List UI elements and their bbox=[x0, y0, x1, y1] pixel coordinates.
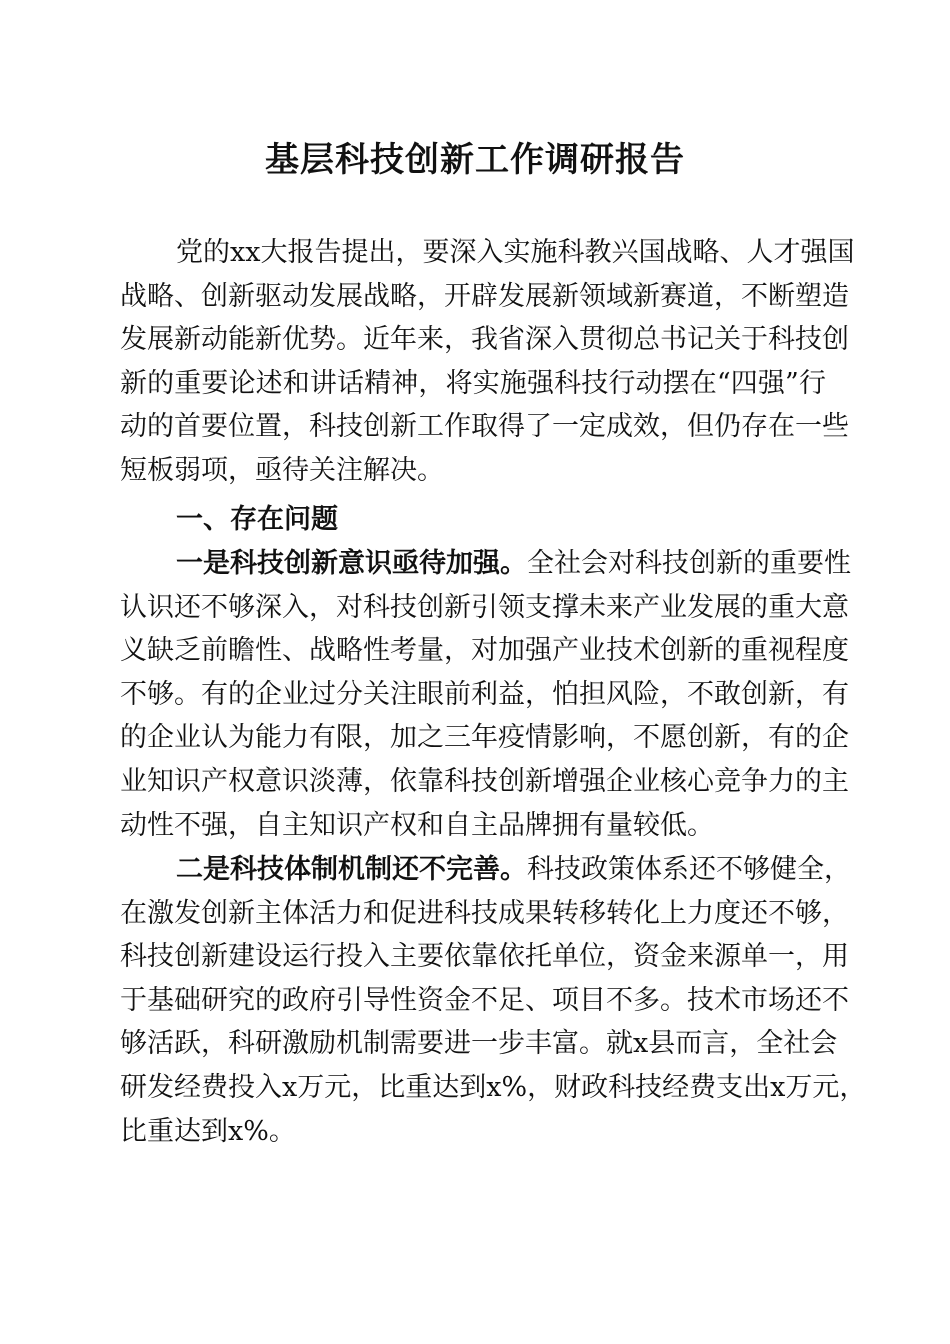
text-line: 动的首要位置，科技创新工作取得了一定成效，但仍存在一些 bbox=[120, 411, 849, 443]
text-line: 党的xx大报告提出，要深入实施科教兴国战略、人才强国 bbox=[176, 237, 855, 268]
text-line: 义缺乏前瞻性、战略性考量，对加强产业技术创新的重视程度 bbox=[120, 635, 849, 667]
section-heading: 一、存在问题 bbox=[176, 504, 338, 535]
document-title: 基层科技创新工作调研报告 bbox=[265, 140, 685, 180]
text-line: 不够。有的企业过分关注眼前利益，怕担风险，不敢创新，有 bbox=[120, 678, 849, 710]
text-line bbox=[120, 542, 851, 586]
text-line: 在激发创新主体活力和促进科技成果转移转化上力度还不够， bbox=[120, 897, 849, 929]
point2-paragraph bbox=[120, 848, 867, 1153]
text-line: 够活跃，科研激励机制需要进一步丰富。就x县而言，全社会 bbox=[120, 1028, 838, 1060]
intro-paragraph bbox=[120, 231, 855, 493]
text-line: 认识还不够深入，对科技创新引领支撑未来产业发展的重大意 bbox=[120, 591, 849, 623]
text-line: 动性不强，自主知识产权和自主品牌拥有量较低。 bbox=[120, 809, 714, 841]
text-line: 发展新动能新优势。近年来，我省深入贯彻总书记关于科技创 bbox=[120, 324, 849, 356]
text-line: 科技创新建设运行投入主要依靠依托单位，资金来源单一，用 bbox=[120, 941, 849, 973]
text-line: 新的重要论述和讲话精神，将实施强科技行动摆在“四强”行 bbox=[120, 367, 826, 399]
point-text: 全社会对科技创新的重要性 bbox=[527, 548, 851, 579]
point-lead: 二是科技体制机制还不完善。 bbox=[176, 854, 527, 885]
point1-paragraph bbox=[120, 542, 851, 847]
text-line: 业知识产权意识淡薄，依靠科技创新增强企业核心竞争力的主 bbox=[120, 765, 849, 797]
text-line: 战略、创新驱动发展战略，开辟发展新领域新赛道，不断塑造 bbox=[120, 280, 849, 312]
point-text: 科技政策体系还不够健全， bbox=[527, 854, 851, 885]
text-line: 于基础研究的政府引导性资金不足、项目不多。技术市场还不 bbox=[120, 984, 849, 1016]
text-line: 的企业认为能力有限，加之三年疫情影响，不愿创新，有的企 bbox=[120, 722, 849, 754]
text-line bbox=[120, 848, 851, 892]
text-line: 短板弱项，亟待关注解决。 bbox=[120, 454, 444, 486]
text-line: 研发经费投入x万元，比重达到x%，财政科技经费支出x万元， bbox=[120, 1071, 867, 1103]
text-line: 比重达到x%。 bbox=[120, 1115, 296, 1147]
point-lead: 一是科技创新意识亟待加强。 bbox=[176, 548, 527, 579]
